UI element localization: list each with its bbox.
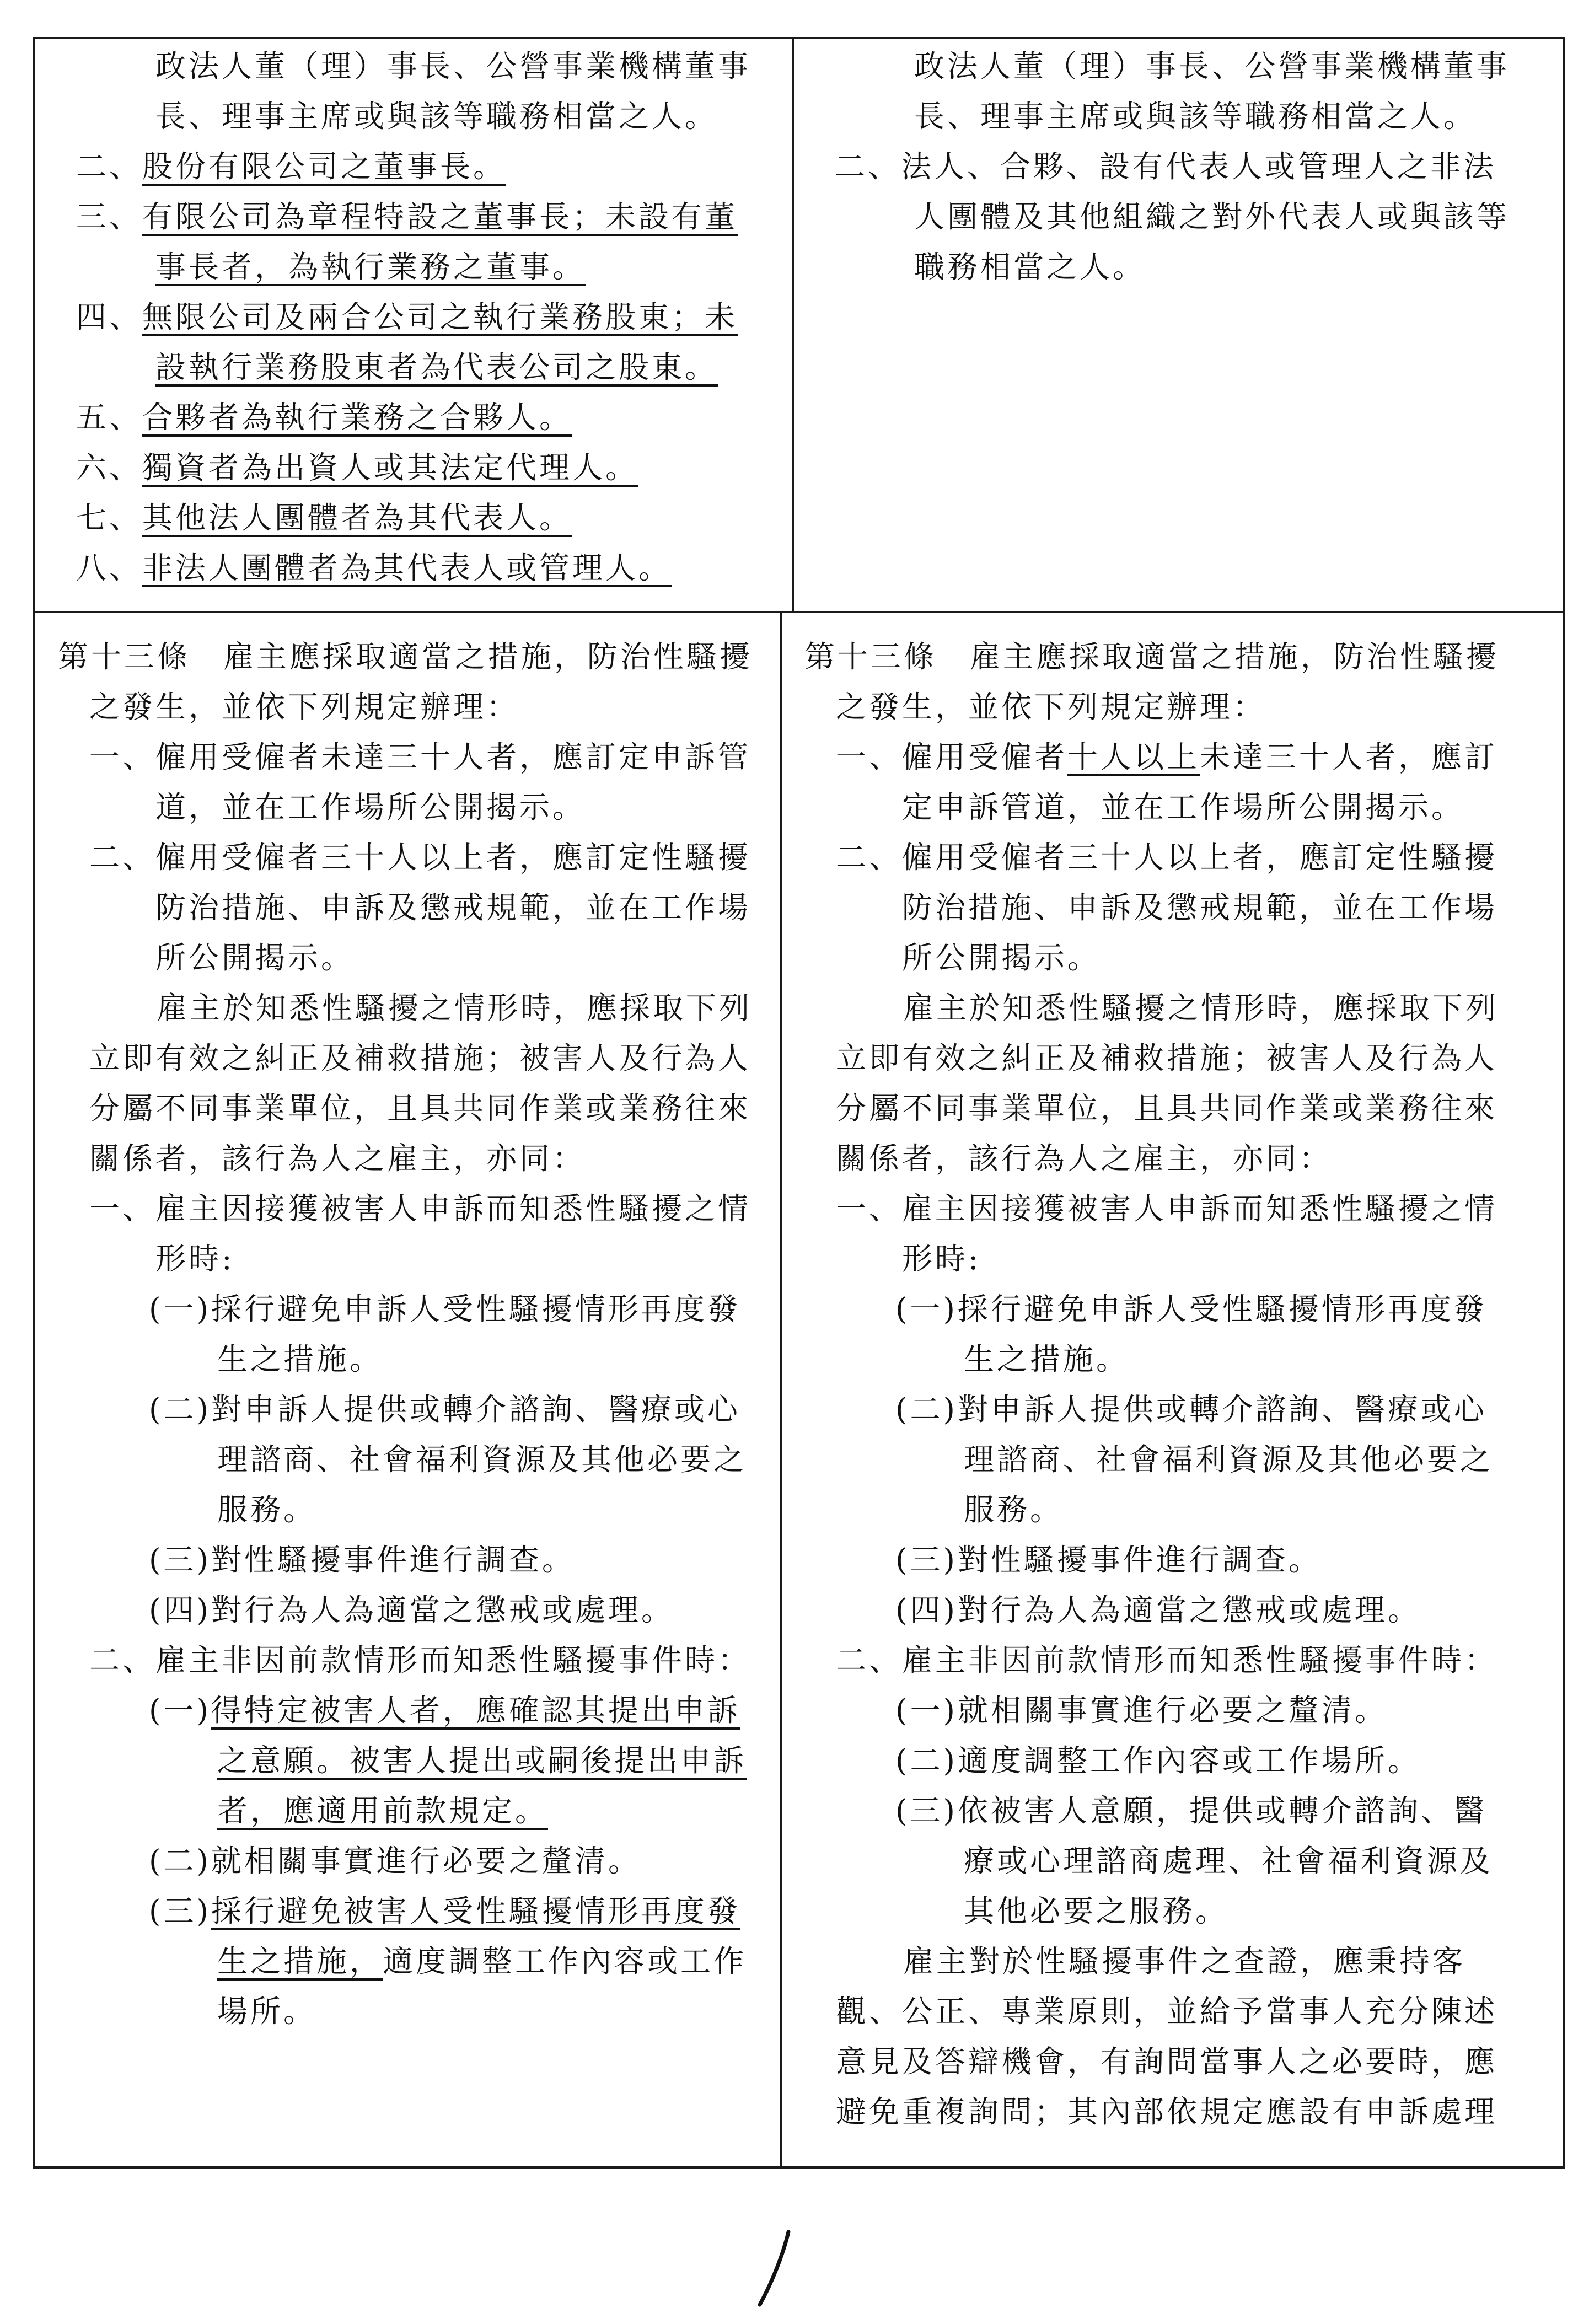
line-text: 意見及答辯機會，有詢問當事人之必要時，應 <box>836 2044 1498 2079</box>
line-text: 第十三條 雇主應採取適當之措施，防治性騷擾 <box>804 639 1500 674</box>
line-text: 生之措施。 <box>964 1341 1130 1377</box>
text-line <box>902 883 1497 933</box>
handwritten-page-mark <box>750 2228 799 2310</box>
text-line <box>76 292 738 342</box>
line-text: 五、 <box>76 400 143 435</box>
text-line <box>217 1936 747 1987</box>
line-text: 第十三條 雇主應採取適當之措施，防治性騷擾 <box>58 639 753 674</box>
line-text: 所公開揭示。 <box>902 940 1101 975</box>
text-line <box>895 1686 1388 1736</box>
line-text: 一、雇主因接獲被害人申訴而知悉性騷擾之情 <box>89 1191 751 1226</box>
line-text: 生之措施。 <box>217 1341 383 1377</box>
text-line <box>76 192 738 242</box>
line-text: (四)對行為人為適當之懲戒或處理。 <box>895 1592 1421 1628</box>
line-text: 二、僱用受僱者三十人以上者，應訂定性騷擾 <box>89 840 751 875</box>
underlined-amendment-text: 有限公司為章程特設之董事長；未設有董 <box>142 199 738 234</box>
line-text: 服務。 <box>217 1492 317 1527</box>
text-line <box>964 1435 1493 1485</box>
text-line <box>914 242 1146 292</box>
line-text: (二)對申訴人提供或轉介諮詢、醫療或心 <box>149 1392 740 1427</box>
line-text: 場所。 <box>217 1994 317 2029</box>
line-text: 二、僱用受僱者三十人以上者，應訂定性騷擾 <box>836 840 1498 875</box>
text-line <box>155 883 751 933</box>
line-text: 二、 <box>76 149 143 184</box>
line-text: 雇主於知悉性騷擾之情形時，應採取下列 <box>157 990 753 1026</box>
text-line <box>76 142 506 192</box>
line-text: 理諮商、社會福利資源及其他必要之 <box>217 1442 747 1477</box>
text-line <box>895 1535 1322 1585</box>
text-line <box>76 443 638 493</box>
line-text: 政法人董（理）事長、公營事業機構董事 <box>155 49 751 84</box>
line-text: 二、雇主非因前款情形而知悉性騷擾事件時： <box>836 1643 1498 1678</box>
text-line <box>76 493 572 543</box>
line-text: 立即有效之糾正及補救措施；被害人及行為人 <box>836 1040 1498 1076</box>
table-border-left <box>33 37 35 2169</box>
text-line <box>914 192 1510 242</box>
text-line <box>964 1836 1493 1886</box>
underlined-amendment-text: 股份有限公司之董事長。 <box>142 149 507 184</box>
text-line <box>149 1686 740 1736</box>
line-text: (三)對性騷擾事件進行調查。 <box>895 1542 1322 1577</box>
text-line <box>89 1184 751 1234</box>
underlined-amendment-text: 獨資者為出資人或其法定代理人。 <box>142 450 639 485</box>
text-line <box>155 92 718 142</box>
text-line <box>836 1134 1332 1184</box>
text-line <box>89 1635 751 1686</box>
text-line <box>217 1485 316 1535</box>
line-text: (二)就相關事實進行必要之釐清。 <box>149 1843 641 1878</box>
text-line <box>895 1284 1487 1334</box>
text-line <box>903 983 1499 1033</box>
text-line <box>836 2087 1497 2137</box>
text-line <box>836 833 1497 883</box>
line-text: 立即有效之糾正及補救措施；被害人及行為人 <box>89 1040 751 1076</box>
text-line <box>835 142 1496 192</box>
line-text: 所公開揭示。 <box>155 940 355 975</box>
text-line <box>155 782 586 833</box>
line-text: 道，並在工作場所公開揭示。 <box>155 790 586 825</box>
line-text: (三)依被害人意願，提供或轉介諮詢、醫 <box>895 1793 1487 1828</box>
text-line <box>804 632 1499 682</box>
line-text: 療或心理諮商處理、社會福利資源及 <box>964 1843 1494 1878</box>
text-line <box>836 1033 1497 1083</box>
text-line <box>217 1786 548 1836</box>
line-text: (三)對性騷擾事件進行調查。 <box>149 1542 575 1577</box>
text-line <box>217 1987 316 2037</box>
text-line <box>149 1384 740 1435</box>
text-line <box>836 682 1266 732</box>
text-line <box>89 732 751 782</box>
text-line <box>903 1936 1465 1987</box>
text-line <box>76 543 672 593</box>
text-line <box>89 682 519 732</box>
text-line <box>895 1585 1421 1635</box>
line-text: (一)就相關事實進行必要之釐清。 <box>895 1693 1388 1728</box>
text-line <box>149 1284 740 1334</box>
line-text: 關係者，該行為人之雇主，亦同： <box>836 1141 1333 1176</box>
line-text: 形時: <box>902 1241 981 1276</box>
text-line <box>895 1786 1487 1836</box>
line-text: 防治措施、申訴及懲戒規範，並在工作場 <box>155 890 751 925</box>
text-line <box>149 1836 641 1886</box>
text-line <box>155 342 718 393</box>
line-text: 防治措施、申訴及懲戒規範，並在工作場 <box>902 890 1498 925</box>
underlined-amendment-text: 生之措施， <box>217 1944 383 1979</box>
line-text: 分屬不同事業單位，且具共同作業或業務往來 <box>836 1091 1498 1126</box>
line-text: (二)對申訴人提供或轉介諮詢、醫療或心 <box>895 1392 1487 1427</box>
text-line <box>836 1987 1497 2037</box>
line-text: 長、理事主席或與該等職務相當之人。 <box>155 99 718 134</box>
underlined-amendment-text: 設執行業務股東者為代表公司之股東。 <box>155 350 718 385</box>
line-text: 七、 <box>76 500 143 535</box>
underlined-amendment-text: 採行避免被害人受性騷擾情形再度發 <box>211 1893 740 1929</box>
table-border-top <box>33 37 1565 39</box>
text-line <box>895 1736 1421 1786</box>
text-line <box>836 1635 1497 1686</box>
line-text: 雇主於知悉性騷擾之情形時，應採取下列 <box>903 990 1499 1026</box>
underlined-amendment-text: 者，應適用前款規定。 <box>217 1793 549 1828</box>
line-text: 之發生，並依下列規定辦理： <box>89 689 520 724</box>
line-text: 關係者，該行為人之雇主，亦同： <box>89 1141 586 1176</box>
line-text: 適度調整工作內容或工作 <box>383 1944 747 1979</box>
text-line <box>836 732 1497 782</box>
underlined-amendment-text: 事長者，為執行業務之董事。 <box>155 249 586 285</box>
line-text: 四、 <box>76 299 143 335</box>
underlined-amendment-text: 其他法人團體者為其代表人。 <box>142 500 573 535</box>
underlined-amendment-text: 得特定被害人者，應確認其提出申訴 <box>211 1693 740 1728</box>
table-border-right <box>1563 37 1565 2169</box>
text-line <box>155 242 586 292</box>
text-line <box>217 1736 747 1786</box>
text-line <box>902 782 1464 833</box>
text-line <box>157 983 752 1033</box>
text-line <box>914 92 1477 142</box>
text-line <box>155 1234 235 1284</box>
line-text: 職務相當之人。 <box>914 249 1146 285</box>
text-line <box>964 1886 1228 1936</box>
row-divider <box>33 611 1565 613</box>
line-text: 八、 <box>76 550 143 586</box>
text-line <box>964 1334 1129 1384</box>
text-line <box>149 1585 674 1635</box>
line-text: (三) <box>149 1893 211 1929</box>
line-text: (一)採行避免申訴人受性騷擾情形再度發 <box>895 1291 1487 1327</box>
line-text: 一、雇主因接獲被害人申訴而知悉性騷擾之情 <box>836 1191 1498 1226</box>
line-text: 服務。 <box>964 1492 1064 1527</box>
line-text: 二、法人、合夥、設有代表人或管理人之非法 <box>835 149 1497 184</box>
line-text: 長、理事主席或與該等職務相當之人。 <box>914 99 1477 134</box>
line-text: 形時: <box>155 1241 235 1276</box>
text-line <box>149 1886 740 1936</box>
text-line <box>155 933 354 983</box>
underlined-amendment-text: 十人以上 <box>1067 739 1200 775</box>
line-text: (一)採行避免申訴人受性騷擾情形再度發 <box>149 1291 740 1327</box>
text-line <box>89 1033 751 1083</box>
line-text: 避免重複詢問；其內部依規定應設有申訴處理 <box>836 2094 1498 2129</box>
text-line <box>902 933 1101 983</box>
text-line <box>902 1234 981 1284</box>
line-text: 二、雇主非因前款情形而知悉性騷擾事件時： <box>89 1643 751 1678</box>
text-line <box>89 1083 751 1134</box>
text-line <box>964 1485 1063 1535</box>
text-line <box>836 1083 1497 1134</box>
line-text: 之發生，並依下列規定辦理： <box>836 689 1266 724</box>
text-line <box>895 1384 1487 1435</box>
text-line <box>914 41 1510 92</box>
line-text: (二)適度調整工作內容或工作場所。 <box>895 1743 1421 1778</box>
line-text: 定申訴管道，並在工作場所公開揭示。 <box>902 790 1465 825</box>
table-border-bottom <box>33 2166 1565 2169</box>
underlined-amendment-text: 合夥者為執行業務之合夥人。 <box>142 400 573 435</box>
line-text: 未達三十人者，應訂 <box>1200 739 1498 775</box>
line-text: 一、僱用受僱者 <box>836 739 1068 775</box>
line-text: 其他必要之服務。 <box>964 1893 1229 1929</box>
text-line <box>89 833 751 883</box>
text-line <box>76 393 572 443</box>
line-text: (四)對行為人為適當之懲戒或處理。 <box>149 1592 674 1628</box>
underlined-amendment-text: 非法人團體者為其代表人或管理人。 <box>142 550 672 586</box>
text-line <box>89 1134 586 1184</box>
line-text: (一) <box>149 1693 211 1728</box>
line-text: 理諮商、社會福利資源及其他必要之 <box>964 1442 1494 1477</box>
line-text: 雇主對於性騷擾事件之查證，應秉持客 <box>903 1944 1466 1979</box>
line-text: 六、 <box>76 450 143 485</box>
text-line <box>149 1535 575 1585</box>
line-text: 一、僱用受僱者未達三十人者，應訂定申訴管 <box>89 739 751 775</box>
column-divider-top <box>792 37 794 613</box>
text-line <box>217 1435 747 1485</box>
column-divider-bottom <box>780 611 782 2169</box>
text-line <box>217 1334 383 1384</box>
text-line <box>836 1184 1497 1234</box>
underlined-amendment-text: 之意願。被害人提出或嗣後提出申訴 <box>217 1743 747 1778</box>
line-text: 分屬不同事業單位，且具共同作業或業務往來 <box>89 1091 751 1126</box>
text-line <box>155 41 751 92</box>
line-text: 政法人董（理）事長、公營事業機構董事 <box>914 49 1510 84</box>
line-text: 觀、公正、專業原則，並給予當事人充分陳述 <box>836 1994 1498 2029</box>
underlined-amendment-text: 無限公司及兩合公司之執行業務股東；未 <box>142 299 738 335</box>
text-line <box>836 2037 1497 2087</box>
text-line <box>58 632 753 682</box>
line-text: 人團體及其他組織之對外代表人或與該等 <box>914 199 1510 234</box>
line-text: 三、 <box>76 199 143 234</box>
